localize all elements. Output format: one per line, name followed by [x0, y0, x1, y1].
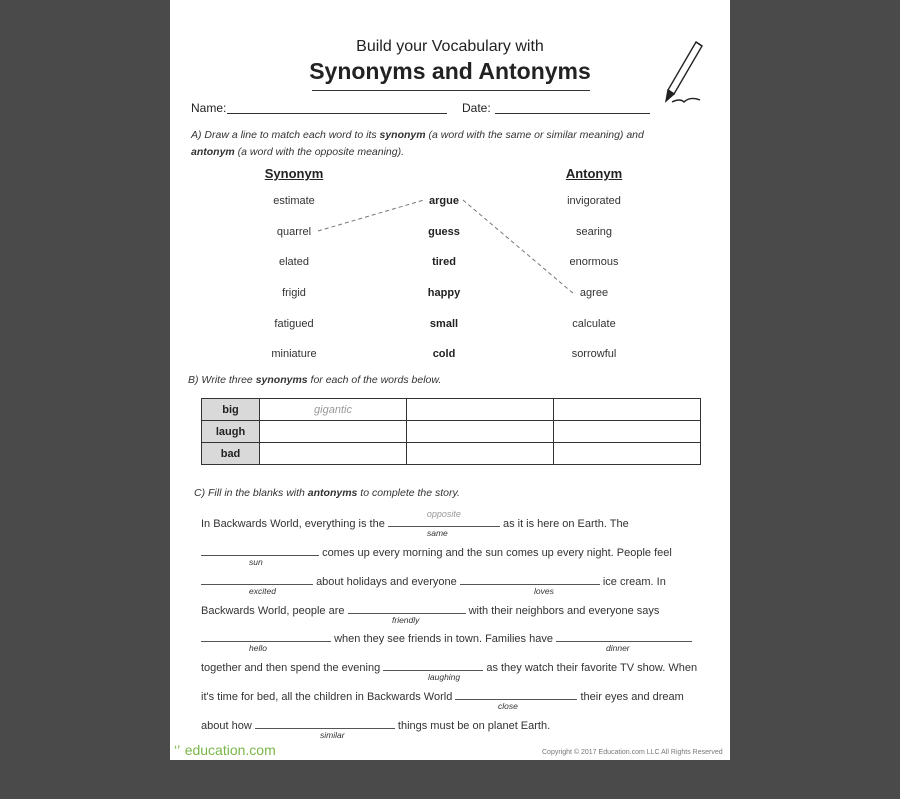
hint-word: close	[498, 701, 518, 711]
hint-word: hello	[249, 643, 267, 653]
antonym-header: Antonym	[565, 166, 623, 181]
instr-c-suffix: to complete the story.	[357, 487, 460, 499]
education-logo	[174, 742, 276, 760]
page-title: Synonyms and Antonyms	[309, 58, 591, 84]
answer-cell[interactable]	[407, 399, 554, 421]
story-line-7	[201, 688, 684, 703]
middle-word[interactable]: argue	[429, 195, 459, 207]
instr-c-prefix: C) Fill in the blanks with	[194, 487, 308, 499]
story-text: about how	[201, 720, 252, 732]
middle-word[interactable]: cold	[432, 348, 456, 360]
antonym-word[interactable]: searing	[575, 226, 613, 238]
middle-word[interactable]: guess	[428, 226, 460, 238]
story-text: as they watch their favorite TV show. When	[486, 662, 698, 674]
story-text: when they see friends in town. Families have	[334, 633, 553, 645]
story-text: it's time for bed, all the children in Backwards World	[201, 691, 453, 703]
hint-word: similar	[320, 730, 345, 740]
table-row	[202, 443, 701, 465]
hint-word: sun	[249, 557, 263, 567]
story-text: ice cream. In	[602, 576, 666, 588]
synonym-word[interactable]: miniature	[271, 348, 317, 360]
hint-word: dinner	[606, 643, 630, 653]
story-line-4	[201, 602, 659, 617]
antonym-word[interactable]: agree	[579, 287, 609, 299]
synonym-word[interactable]: elated	[279, 256, 309, 268]
instr-a-mid: (a word with the same or similar meaning) and	[425, 129, 644, 141]
copyright-text: Copyright © 2017 Education.com LLC All Rights Reserved	[542, 749, 723, 756]
instr-c-bold: antonyms	[307, 487, 358, 499]
story-blank[interactable]	[348, 602, 466, 614]
section-b-instructions	[188, 374, 441, 386]
story-blank[interactable]	[455, 688, 577, 700]
antonym-word[interactable]: enormous	[569, 256, 619, 268]
synonym-header: Synonym	[264, 166, 324, 181]
story-blank[interactable]	[556, 630, 692, 642]
answer-cell[interactable]: gigantic	[260, 399, 407, 421]
answer-cell[interactable]	[554, 443, 701, 465]
synonym-word[interactable]: quarrel	[276, 226, 312, 238]
instr-b-suffix: for each of the words below.	[307, 374, 442, 386]
middle-word[interactable]: small	[429, 318, 459, 330]
hint-word: same	[427, 528, 448, 538]
worksheet-page	[170, 0, 730, 760]
story-text: together and then spend the evening	[201, 662, 381, 674]
table-row	[202, 399, 701, 421]
story-text: their eyes and dream	[580, 691, 684, 703]
story-text: comes up every morning and the sun comes up every night. People feel	[322, 547, 672, 559]
instr-a-prefix: A) Draw a line to match each word to its	[191, 129, 380, 141]
logo-text: education.com	[184, 742, 276, 758]
instr-a-antonym: antonym	[191, 146, 235, 158]
example-match-lines	[170, 0, 730, 400]
synonym-word[interactable]: frigid	[282, 287, 306, 299]
table-row	[202, 421, 701, 443]
name-label: Name:	[191, 101, 227, 115]
middle-word[interactable]: tired	[432, 256, 456, 268]
story-text: things must be on planet Earth.	[397, 720, 551, 732]
story-text: as it is here on Earth. The	[502, 518, 629, 530]
antonym-word[interactable]: sorrowful	[571, 348, 617, 360]
instr-a-synonym: synonym	[379, 129, 426, 141]
story-blank[interactable]	[201, 544, 319, 556]
story-text: In Backwards World, everything is the	[201, 518, 385, 530]
hint-word: loves	[534, 586, 554, 596]
logo-mark-icon: ‘’	[174, 742, 181, 758]
story-text: Backwards World, people are	[201, 605, 345, 617]
story-line-1	[201, 509, 629, 530]
story-line-2	[201, 544, 672, 559]
hint-word: excited	[249, 586, 276, 596]
row-word: laugh	[202, 421, 260, 443]
title-line-1: Build your Vocabulary with	[356, 38, 544, 55]
match-line-quarrel-argue	[318, 200, 424, 231]
answer-cell[interactable]	[407, 421, 554, 443]
antonym-word[interactable]: invigorated	[567, 195, 621, 207]
section-c-instructions	[194, 487, 460, 499]
match-line-argue-agree	[463, 200, 574, 294]
story-text: about holidays and everyone	[316, 576, 457, 588]
answer-cell[interactable]	[260, 421, 407, 443]
story-line-8	[201, 717, 550, 732]
story-text: with their neighbors and everyone says	[468, 605, 660, 617]
answer-cell[interactable]	[260, 443, 407, 465]
synonym-word[interactable]: estimate	[273, 195, 315, 207]
antonym-word[interactable]: calculate	[572, 318, 616, 330]
synonym-word[interactable]: fatigued	[274, 318, 314, 330]
story-blank[interactable]	[388, 509, 500, 527]
synonym-table	[201, 398, 701, 465]
instr-a-suffix: (a word with the opposite meaning).	[234, 146, 405, 158]
example-answer: opposite	[426, 509, 461, 519]
date-label: Date:	[462, 101, 491, 115]
story-blank[interactable]	[255, 717, 395, 729]
instr-b-bold: synonyms	[255, 374, 308, 386]
instr-b-prefix: B) Write three	[188, 374, 256, 386]
answer-cell[interactable]	[554, 421, 701, 443]
story-blank[interactable]	[383, 659, 483, 671]
story-blank[interactable]	[201, 630, 331, 642]
hint-word: friendly	[392, 615, 420, 625]
story-blank[interactable]	[201, 573, 313, 585]
middle-word[interactable]: happy	[427, 287, 461, 299]
answer-cell[interactable]	[554, 399, 701, 421]
story-blank[interactable]	[460, 573, 600, 585]
row-word: bad	[202, 443, 260, 465]
answer-cell[interactable]	[407, 443, 554, 465]
row-word: big	[202, 399, 260, 421]
hint-word: laughing	[428, 672, 461, 682]
